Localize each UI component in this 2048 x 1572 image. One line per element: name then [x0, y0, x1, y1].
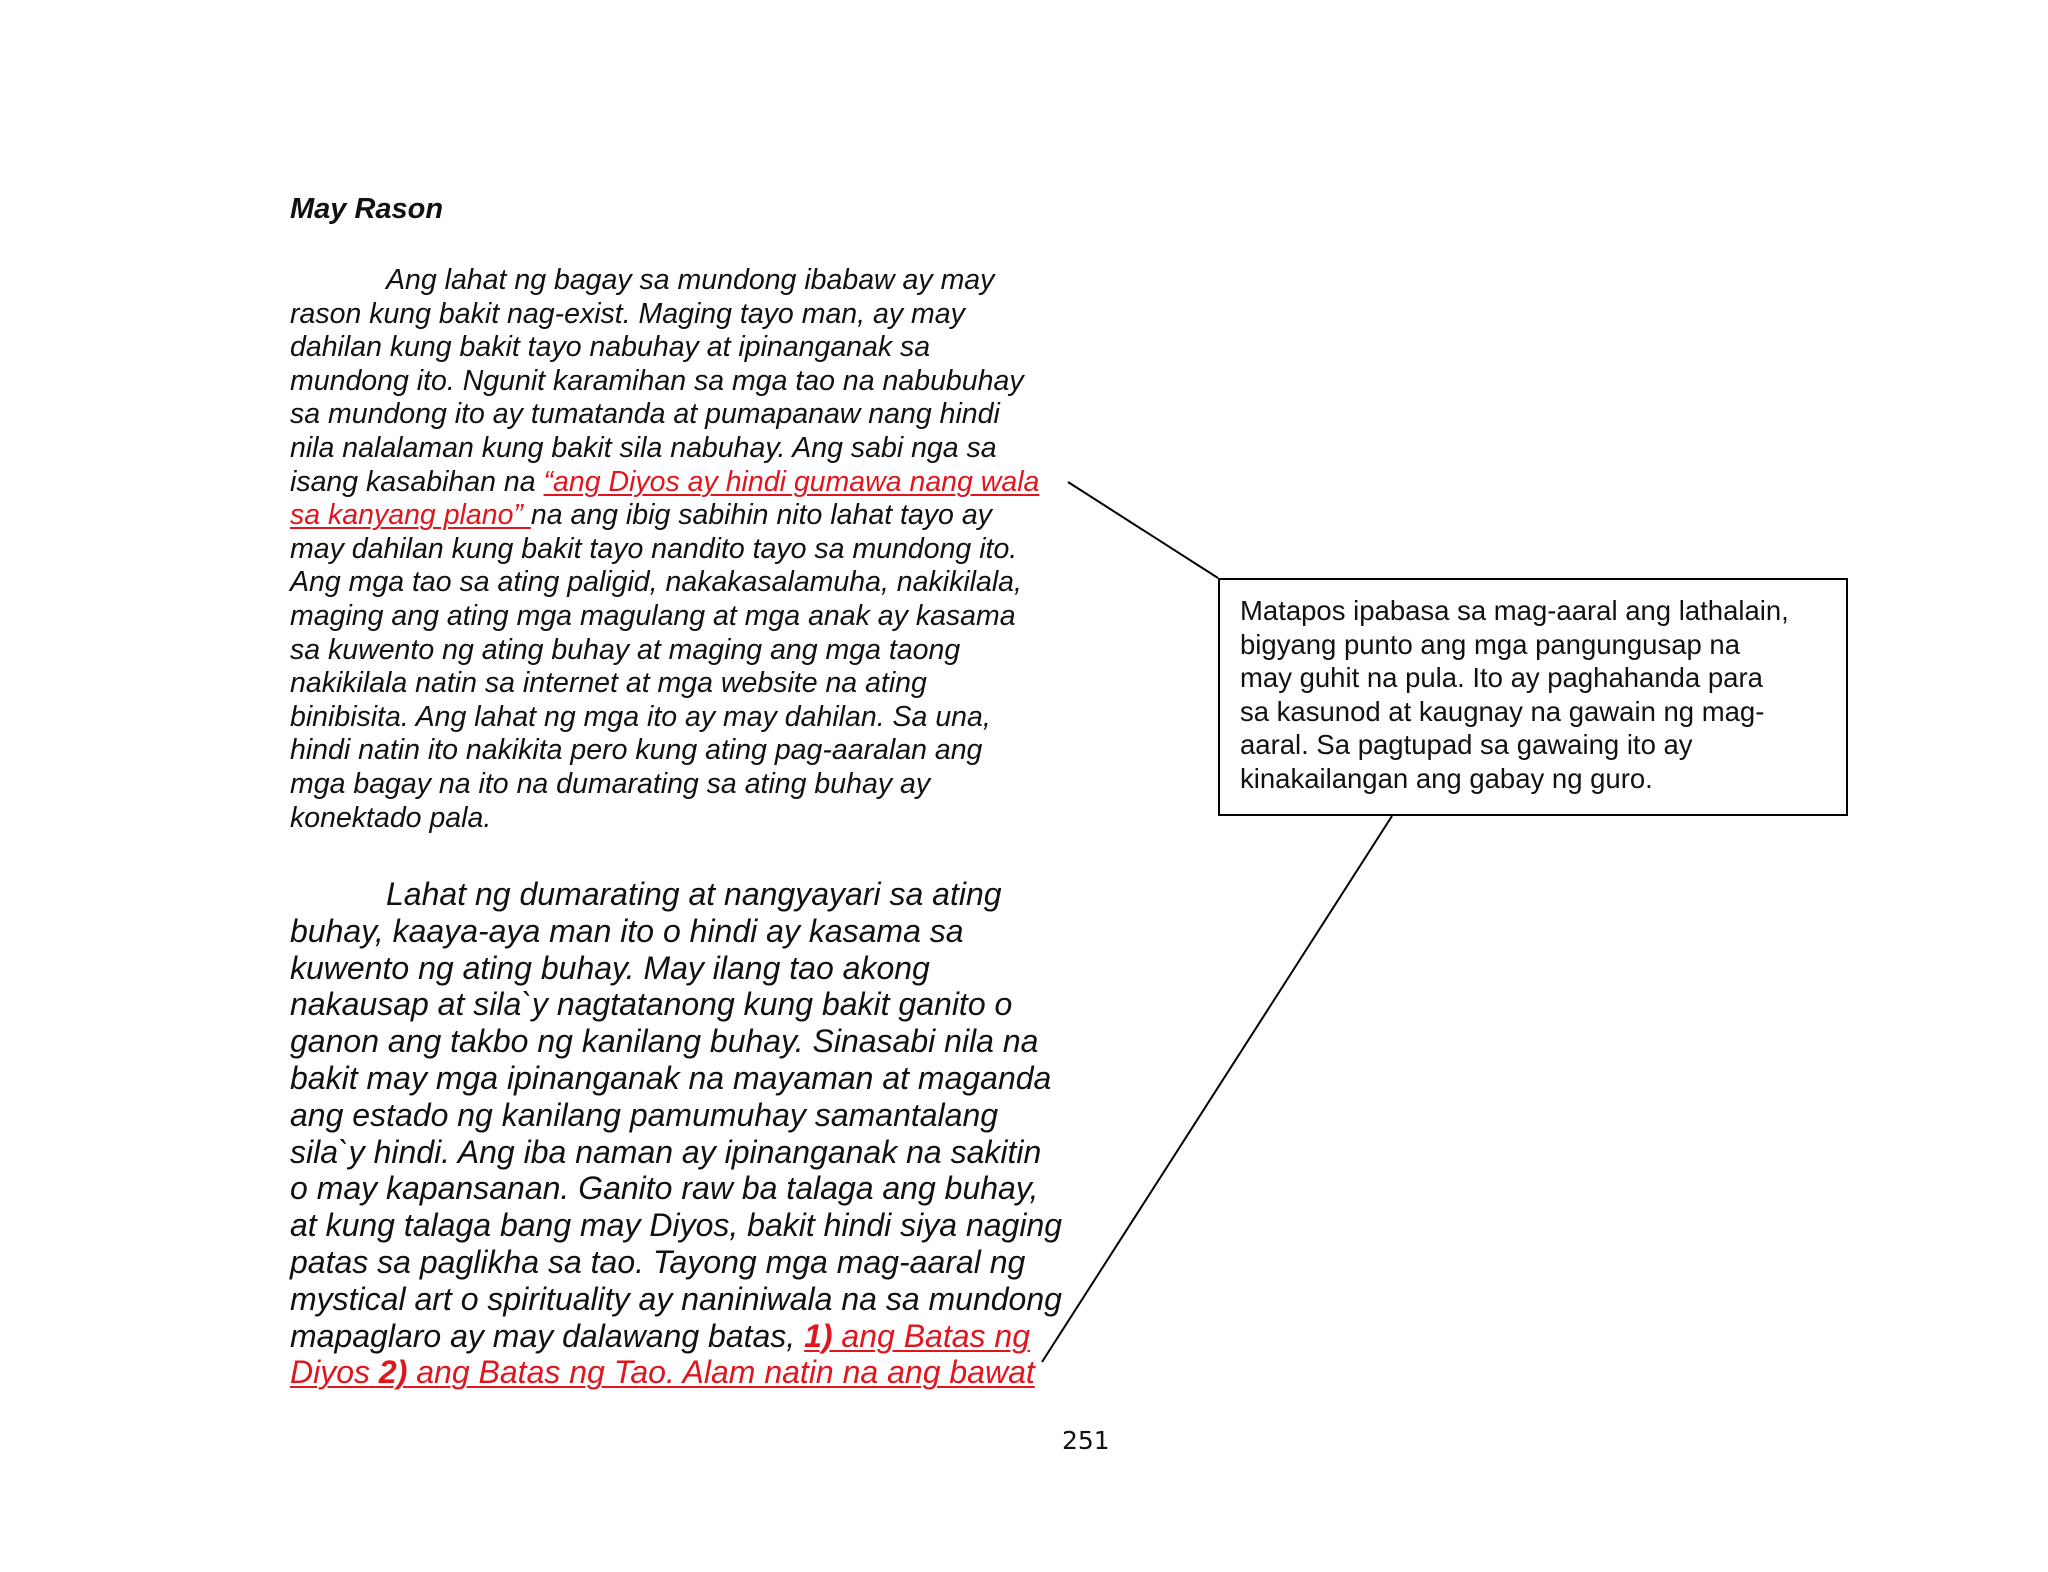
paragraph-line: sa kuwento ng ating buhay at maging ang mga taong [290, 633, 961, 666]
callout-line-lower [1042, 816, 1392, 1362]
paragraph-line: Ang mga tao sa ating paligid, nakakasalamuha, nakikilala, [290, 566, 1022, 599]
list-number: 1) [804, 1317, 833, 1354]
note-line: may guhit na pula. Ito ay paghahanda para [1240, 662, 1763, 694]
paragraph-line: mundong ito. Ngunit karamihan sa mga tao na nabubuhay [290, 364, 1024, 397]
paragraph-line: nakikilala natin sa internet at mga website na ating [290, 667, 927, 700]
paragraph-line: maging ang ating mga magulang at mga anak ay kasama [290, 599, 1016, 632]
paragraph-line: Ang lahat ng bagay sa mundong ibabaw ay may [386, 264, 995, 296]
paragraph-line: nakausap at sila`y nagtatanong kung bakit ganito o [290, 986, 1013, 1023]
note-line: kinakailangan ang gabay ng guro. [1240, 762, 1653, 794]
paragraph-line: nila nalalaman kung bakit sila nabuhay. Ang sabi nga sa [290, 431, 997, 464]
article-title: May Rason [290, 193, 444, 225]
paragraph-line: mystical art o spirituality ay naniniwala na sa mundong [290, 1280, 1062, 1317]
callout-line-upper [1068, 482, 1218, 578]
paragraph-line: buhay, kaaya-aya man ito o hindi ay kasama sa [290, 912, 964, 949]
paragraph-line: binibisita. Ang lahat ng mga ito ay may dahilan. Sa una, [290, 700, 991, 733]
paragraph-line: kuwento ng ating buhay. May ilang tao akong [290, 949, 930, 986]
note-line: Matapos ipabasa sa mag-aaral ang lathalain, [1240, 595, 1789, 626]
page-number: 251 [1062, 1426, 1110, 1455]
paragraph-line: Lahat ng dumarating at nangyayari sa ating [386, 876, 1002, 912]
paragraph-line: ang estado ng kanilang pamumuhay samantalang [290, 1096, 999, 1133]
paragraph-line: dahilan kung bakit tayo nabuhay at ipinanganak sa [290, 331, 931, 364]
line-text: mapaglaro ay may dalawang batas, [290, 1317, 805, 1354]
line-text: isang kasabihan na [290, 465, 544, 498]
note-line: aaral. Sa pagtupad sa gawaing ito ay [1240, 729, 1693, 761]
paragraph-line: patas sa paglikha sa tao. Tayong mga mag-aaral ng [290, 1243, 1026, 1280]
paragraph-line: sa mundong ito ay tumatanda at pumapanaw nang hindi [290, 398, 1000, 431]
paragraph-line: o may kapansanan. Ganito raw ba talaga ang buhay, [290, 1170, 1039, 1207]
law-text: ang Batas ng Tao. Alam natin na ang bawat [407, 1354, 1035, 1391]
list-number: 2) [378, 1354, 408, 1391]
law-text: Diyos [290, 1354, 379, 1391]
paragraph-line: may dahilan kung bakit tayo nandito tayo sa mundong ito. [290, 532, 1018, 565]
paragraph-line: konektado pala. [290, 801, 492, 834]
paragraph-line: mga bagay na ito na dumarating sa ating buhay ay [290, 767, 931, 800]
note-line: bigyang punto ang mga pangungusap na [1240, 628, 1741, 660]
paragraph-line: ganon ang takbo ng kanilang buhay. Sinasabi nila na [290, 1023, 1039, 1060]
law-text: ang Batas ng [832, 1317, 1031, 1354]
highlighted-quote: “ang Diyos ay hindi gumawa nang wala [543, 465, 1040, 498]
highlighted-quote-end: sa kanyang plano” [290, 499, 531, 532]
note-line: sa kasunod at kaugnay na gawain ng mag- [1240, 695, 1765, 727]
paragraph-line: at kung talaga bang may Diyos, bakit hindi siya naging [290, 1207, 1063, 1244]
paragraph-line: sila`y hindi. Ang iba naman ay ipinanganak na sakitin [290, 1133, 1042, 1170]
teacher-note-box [1218, 578, 1848, 816]
paragraph-line: rason kung bakit nag-exist. Maging tayo man, ay may [290, 297, 965, 330]
line-text: na ang ibig sabihin nito lahat tayo ay [530, 499, 992, 532]
paragraph-line: hindi natin ito nakikita pero kung ating pag-aaralan ang [290, 734, 983, 767]
paragraph-line: bakit may mga ipinanganak na mayaman at maganda [290, 1059, 1052, 1096]
